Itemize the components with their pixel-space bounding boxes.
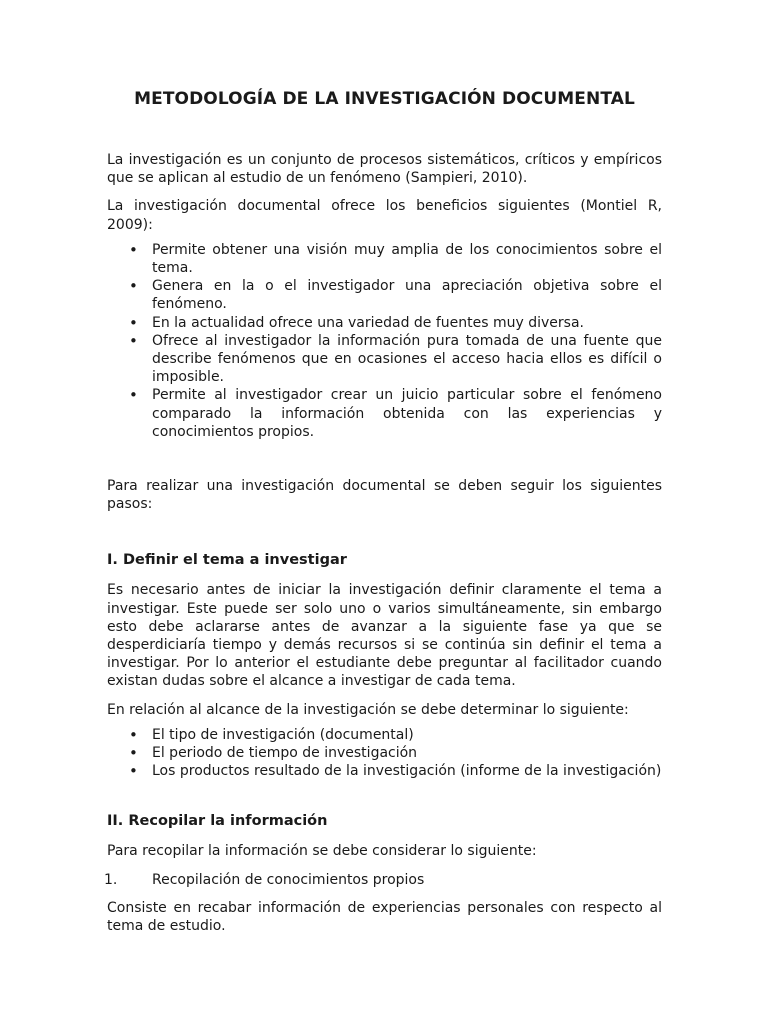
scope-item: • El periodo de tiempo de investigación <box>107 744 662 762</box>
scope-list <box>107 726 662 781</box>
item-text: Recopilación de conocimientos propios <box>152 871 425 888</box>
section2-intro: Para recopilar la información se debe considerar lo siguiente: <box>107 843 537 860</box>
intro-paragraph: La investigación es un conjunto de procesos sistemáticos, críticos y empíricos que se aplican al estudio de un fenómeno (Sampieri, 2010). <box>107 152 662 187</box>
item-number: 1. <box>104 871 118 888</box>
scope-item: • El tipo de investigación (documental) <box>107 726 662 744</box>
benefit-item: • Genera en la o el investigador una apreciación objetiva sobre el fenómeno. <box>107 277 662 313</box>
benefits-intro: La investigación documental ofrece los beneficios siguientes (Montiel R, 2009): <box>107 198 662 233</box>
scope-intro: En relación al alcance de la investigación se debe determinar lo siguiente: <box>107 701 629 718</box>
document-title: METODOLOGÍA DE LA INVESTIGACIÓN DOCUMENTAL <box>134 89 635 109</box>
scope-item: • Los productos resultado de la investigación (informe de la investigación) <box>107 762 662 780</box>
steps-intro: Para realizar una investigación documental se deben seguir los siguientes pasos: <box>107 478 662 513</box>
benefit-item: • En la actualidad ofrece una variedad de fuentes muy diversa. <box>107 314 662 332</box>
document-body <box>104 88 662 945</box>
benefit-item: • Permite al investigador crear un juicio particular sobre el fenómeno comparado la información obtenida con las experiencias y conocimientos propios. <box>107 386 662 441</box>
section2-closing: Consiste en recabar información de experiencias personales con respecto al tema de estudio. <box>107 899 662 935</box>
section-heading-define-topic: I. Definir el tema a investigar <box>107 552 347 569</box>
benefit-item: • Ofrece al investigador la información pura tomada de una fuente que describe fenómenos que en ocasiones el acceso hacia ellos es difícil o imposible. <box>107 332 662 387</box>
numbered-item <box>104 871 662 889</box>
collection-steps-list <box>104 871 662 889</box>
section-heading-collect-info: II. Recopilar la información <box>107 813 328 830</box>
benefit-item: • Permite obtener una visión muy amplia de los conocimientos sobre el tema. <box>107 241 662 277</box>
benefits-list <box>107 241 662 441</box>
section1-paragraph: Es necesario antes de iniciar la investigación definir claramente el tema a investigar. Este puede ser solo uno o varios simultáneamente, sin embargo esto debe aclararse antes de avanzar a la siguiente fase ya que se desperdiciaría tiempo y demás recursos si se continúa sin definir el tema a investigar. Por lo anterior el estudiante debe preguntar al facilitador cuando existan dudas sobre el alcance a investigar de cada tema. <box>107 582 662 690</box>
